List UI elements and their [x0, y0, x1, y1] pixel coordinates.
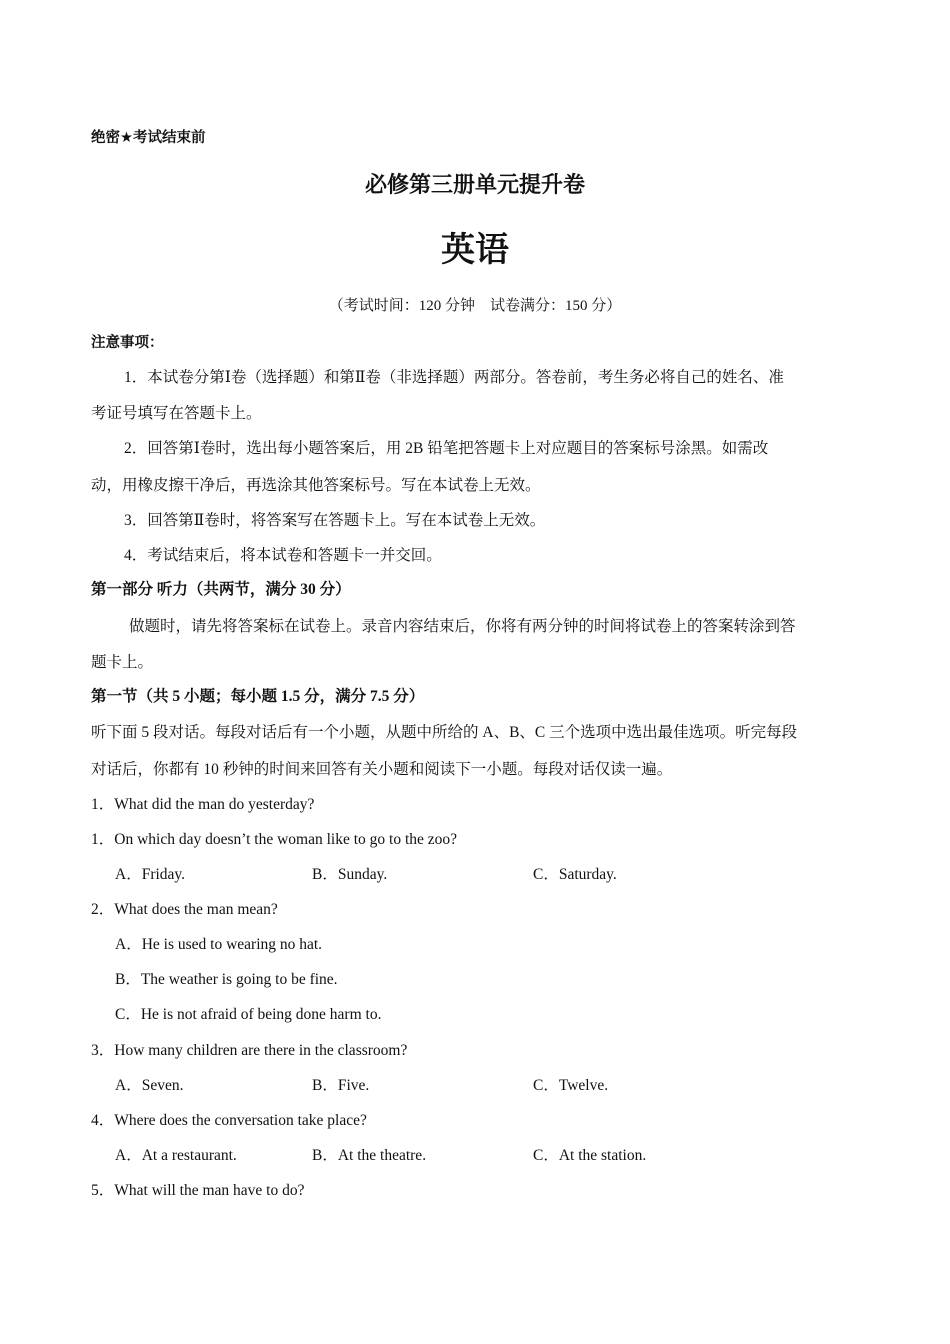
q3-option-c: C．Twelve. — [533, 1077, 609, 1094]
q3-option-a: A．Seven. — [115, 1077, 184, 1094]
q2-option-a: A．He is used to wearing no hat. — [115, 936, 323, 953]
section1-instruction-line-2: 对话后，你都有 10 秒钟的时间来回答有关小题和阅读下一小题。每段对话仅读一遍。 — [91, 761, 673, 778]
q4-option-c: C．At the station. — [533, 1147, 647, 1164]
note-2-line-1: 2．回答第Ⅰ卷时，选出每小题答案后，用 2B 铅笔把答题卡上对应题目的答案标号涂黑。如需改 — [124, 440, 769, 457]
q1-option-c: C．Saturday. — [533, 866, 617, 883]
q2-option-c: C．He is not afraid of being done harm to. — [115, 1006, 382, 1023]
question-1: 1．On which day doesn’t the woman like to go to the zoo? — [91, 831, 458, 848]
part1-instruction-line-1: 做题时，请先将答案标在试卷上。录音内容结束后，你将有两分钟的时间将试卷上的答案转涂到答 — [129, 618, 796, 635]
question-2: 2．What does the man mean? — [91, 901, 278, 918]
notes-heading: 注意事项： — [91, 335, 164, 351]
note-3: 3．回答第Ⅱ卷时，将答案写在答题卡上。写在本试卷上无效。 — [124, 512, 546, 529]
question-4: 4．Where does the conversation take place? — [91, 1112, 367, 1129]
q4-option-a: A．At a restaurant. — [115, 1147, 237, 1164]
section1-heading: 第一节（共 5 小题；每小题 1.5 分，满分 7.5 分） — [91, 688, 425, 705]
exam-meta: （考试时间：120 分钟 试卷满分：150 分） — [328, 298, 622, 314]
note-2-line-2: 动，用橡皮擦干净后，再选涂其他答案标号。写在本试卷上无效。 — [91, 477, 541, 494]
part1-heading: 第一部分 听力（共两节，满分 30 分） — [91, 581, 351, 598]
note-4: 4．考试结束后，将本试卷和答题卡一并交回。 — [124, 547, 442, 564]
q1-option-b: B．Sunday. — [312, 866, 388, 883]
q1-option-a: A．Friday. — [115, 866, 186, 883]
question-3: 3．How many children are there in the classroom? — [91, 1042, 408, 1059]
note-1-line-1: 1．本试卷分第Ⅰ卷（选择题）和第Ⅱ卷（非选择题）两部分。答卷前，考生务必将自己的姓名、准 — [124, 369, 784, 386]
question-5: 5．What will the man have to do? — [91, 1182, 305, 1199]
q3-option-b: B．Five. — [312, 1077, 370, 1094]
exam-title: 英语 — [441, 230, 509, 270]
part1-instruction-line-2: 题卡上。 — [91, 654, 154, 671]
exam-subtitle: 必修第三册单元提升卷 — [364, 173, 585, 198]
question-0: 1．What did the man do yesterday? — [91, 796, 315, 813]
q2-option-b: B．The weather is going to be fine. — [115, 971, 338, 988]
q4-option-b: B．At the theatre. — [312, 1147, 427, 1164]
note-1-line-2: 考证号填写在答题卡上。 — [91, 405, 262, 422]
confidential-label: 绝密★考试结束前 — [91, 130, 206, 146]
section1-instruction-line-1: 听下面 5 段对话。每段对话后有一个小题，从题中所给的 A、B、C 三个选项中选出最佳选项。听完每段 — [91, 724, 798, 741]
